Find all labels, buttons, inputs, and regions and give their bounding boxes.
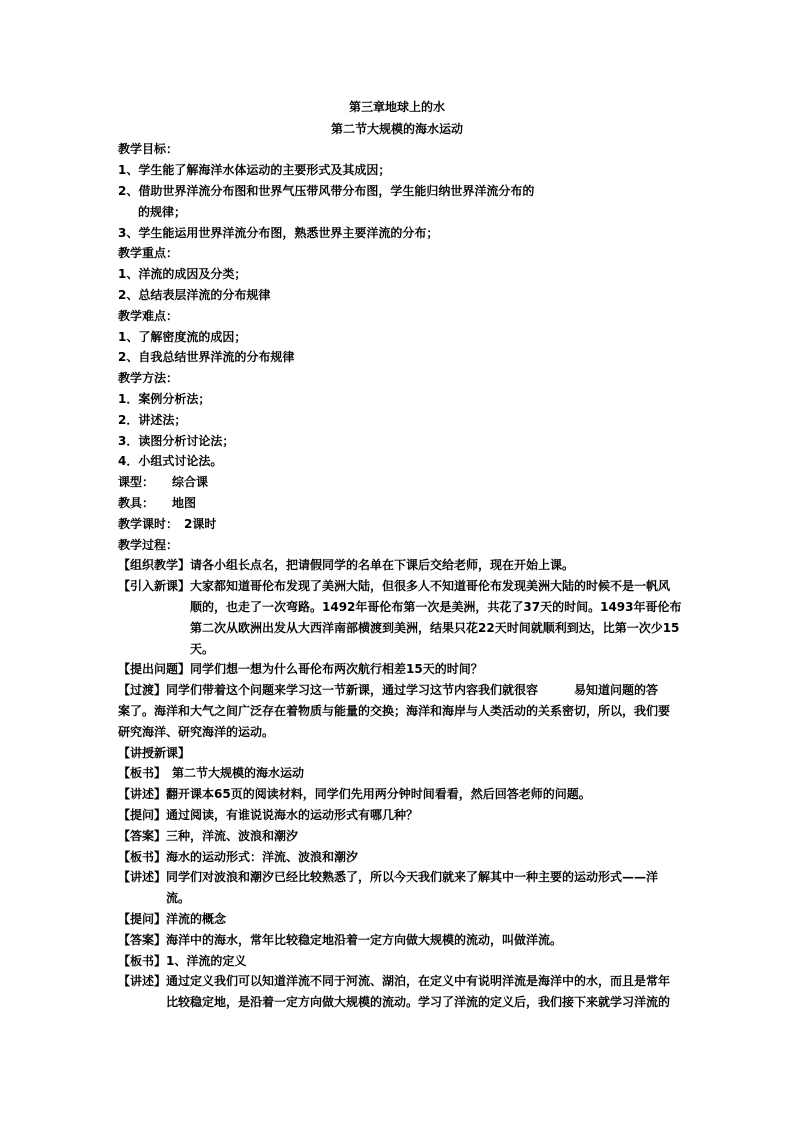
text-line: 4．小组式讨论法。 — [118, 454, 223, 468]
text-line: 顺的，也走了一次弯路。1492年哥伦布第一次是美洲，共花了37天的时间。1493年哥伦布 — [190, 600, 682, 614]
key-points-heading: 教学重点： — [118, 246, 179, 260]
text-line: 第二次从欧洲出发从大西洋南部横渡到美洲，结果只花22天时间就顺利到达，比第一次少15 — [190, 621, 680, 635]
text-line: 1、了解密度流的成因； — [118, 330, 247, 344]
text-line: 【过渡】同学们带着这个问题来学习这一节新课，通过学习这节内容我们就很容 易知道问题的答 — [118, 683, 659, 697]
text-line: 3、学生能运用世界洋流分布图，熟悉世界主要洋流的分布； — [118, 226, 439, 240]
text-line: 研究海洋、研究海洋的运动。 — [118, 725, 275, 739]
text-line: 的规律； — [138, 205, 187, 219]
text-line: 【引入新课】大家都知道哥伦布发现了美洲大陆，但很多人不知道哥伦布发现美洲大陆的时候不是一帆风 — [118, 579, 671, 593]
text-line: 2、总结表层洋流的分布规律 — [118, 288, 271, 302]
text-line: 【板书】海水的运动形式：洋流、波浪和潮汐 — [118, 850, 359, 864]
text-line: 【讲述】同学们对波浪和潮汐已经比较熟悉了，所以今天我们就来了解其中一种主要的运动形式——洋 — [118, 870, 659, 884]
text-line: 【答案】海洋中的海水，常年比较稳定地沿着一定方向做大规模的流动，叫做洋流。 — [118, 933, 563, 947]
text-line: 3．读图分析讨论法； — [118, 434, 235, 448]
text-line: 比较稳定地，是沿着一定方向做大规模的流动。学习了洋流的定义后，我们接下来就学习洋流的 — [166, 995, 671, 1009]
text-line: 1．案例分析法； — [118, 392, 211, 406]
text-line: 【讲授新课】 — [118, 746, 191, 760]
text-line: 流。 — [166, 891, 191, 905]
text-line: 【提问】通过阅读，有谁说说海水的运动形式有哪几种？ — [118, 808, 419, 822]
text-line: 天。 — [190, 642, 215, 656]
text-line: 【提出问题】同学们想一想为什么哥伦布两次航行相差15天的时间？ — [118, 662, 483, 676]
class-hours: 教学课时： 2课时 — [118, 517, 217, 531]
methods-heading: 教学方法： — [118, 371, 179, 385]
text-line: 【答案】三种，洋流、波浪和潮汐 — [118, 829, 299, 843]
text-line: 【提问】洋流的概念 — [118, 912, 227, 926]
text-line: 2、自我总结世界洋流的分布规律 — [118, 350, 295, 364]
text-line: 案了。海洋和大气之间广泛存在着物质与能量的交换；海洋和海岸与人类活动的关系密切，所以，我们要 — [118, 704, 671, 718]
process-heading: 教学过程： — [118, 538, 179, 552]
text-line: 2．讲述法； — [118, 413, 187, 427]
text-line: 【讲述】通过定义我们可以知道洋流不同于河流、湖泊，在定义中有说明洋流是海洋中的水，而且是常年 — [118, 974, 671, 988]
difficulties-heading: 教学难点： — [118, 309, 179, 323]
section-title: 第二节大规模的海水运动 — [330, 122, 463, 136]
text-line: 2、借助世界洋流分布图和世界气压带风带分布图，学生能归纳世界洋流分布的 — [118, 184, 535, 198]
objectives-heading: 教学目标： — [118, 142, 179, 156]
chapter-title: 第三章地球上的水 — [348, 100, 445, 114]
text-line: 【板书】 第二节大规模的海水运动 — [118, 766, 305, 780]
text-line: 【讲述】翻开课本65页的阅读材料，同学们先用两分钟时间看看，然后回答老师的问题。 — [118, 787, 591, 801]
text-line: 【组织教学】请各小组长点名，把请假同学的名单在下课后交给老师，现在开始上课。 — [118, 558, 575, 572]
course-type: 课型： 综合课 — [118, 475, 209, 489]
text-line: 1、洋流的成因及分类； — [118, 267, 247, 281]
teaching-aids: 教具： 地图 — [118, 496, 197, 510]
text-line: 【板书】1、洋流的定义 — [118, 954, 247, 968]
text-line: 1、学生能了解海洋水体运动的主要形式及其成因； — [118, 163, 391, 177]
